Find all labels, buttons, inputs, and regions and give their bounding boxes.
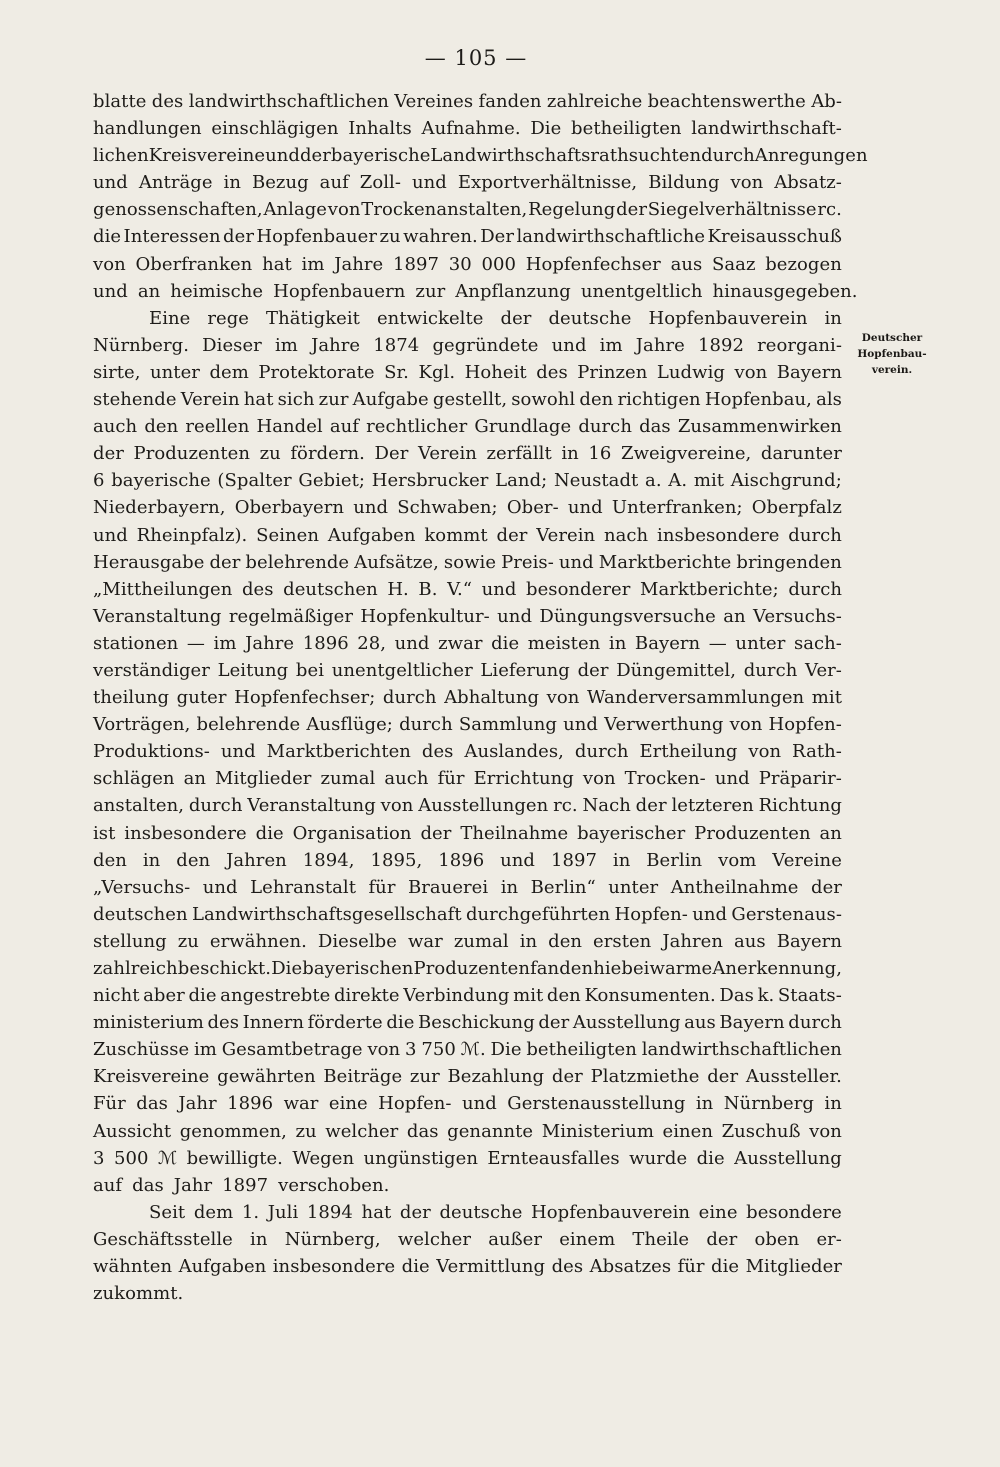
- text-line: Seit dem 1. Juli 1894 hat der deutsche Hopfenbauverein eine besondere: [149, 1201, 842, 1223]
- text-line: wähnten Aufgaben insbesondere die Vermittlung des Absatzes für die Mitglieder: [93, 1256, 842, 1278]
- text-line: von Oberfranken hat im Jahre 1897 30 000 Hopfenfechser aus Saaz bezogen: [93, 253, 842, 275]
- text-line: genossenschaften, Anlage von Trockenanstalten, Regelung der Siegelverhältnisse rc.: [93, 199, 842, 221]
- text-line: auch den reellen Handel auf rechtlicher Grundlage durch das Zusammenwirken: [93, 416, 842, 438]
- text-line: deutschen Landwirthschaftsgesellschaft durchgeführten Hopfen- und Gerstenaus-: [93, 903, 842, 925]
- body-text: [93, 88, 868, 1307]
- text-line: stehende Verein hat sich zur Aufgabe gestellt, sowohl den richtigen Hopfenbau, als: [93, 389, 842, 411]
- text-line: zahlreich beschickt. Die bayerischen Produzenten fanden hiebei warme Anerkennung,: [93, 958, 842, 979]
- text-line: Vorträgen, belehrende Ausflüge; durch Sammlung und Verwerthung von Hopfen-: [93, 714, 842, 736]
- text-line: den in den Jahren 1894, 1895, 1896 und 1897 in Berlin vom Vereine: [93, 849, 842, 871]
- text-line: stationen — im Jahre 1896 28, und zwar die meisten in Bayern — unter sach-: [93, 632, 842, 654]
- margin-note: [850, 330, 934, 378]
- text-line: auf das Jahr 1897 verschoben.: [93, 1174, 390, 1196]
- text-line: Eine rege Thätigkeit entwickelte der deutsche Hopfenbauverein in: [149, 307, 842, 329]
- text-line: handlungen einschlägigen Inhalts Aufnahme. Die betheiligten landwirthschaft-: [93, 118, 842, 140]
- text-line: anstalten, durch Veranstaltung von Ausstellungen rc. Nach der letzteren Richtung: [93, 795, 842, 817]
- text-line: „Versuchs- und Lehranstalt für Brauerei in Berlin“ unter Antheilnahme der: [93, 876, 842, 898]
- text-line: Für das Jahr 1896 war eine Hopfen- und Gerstenausstellung in Nürnberg in: [93, 1093, 842, 1115]
- text-line: Kreisvereine gewährten Beiträge zur Bezahlung der Platzmiethe der Aussteller.: [93, 1066, 842, 1088]
- text-line: Zuschüsse im Gesamtbetrage von 3 750 ℳ. Die betheiligten landwirthschaftlichen: [93, 1039, 842, 1061]
- text-line: theilung guter Hopfenfechser; durch Abhaltung von Wanderversammlungen mit: [93, 687, 842, 709]
- text-line: 6 bayerische (Spalter Gebiet; Hersbrucker Land; Neustadt a. A. mit Aischgrund;: [93, 470, 842, 492]
- text-line: Nürnberg. Dieser im Jahre 1874 gegründete und im Jahre 1892 reorgani-: [93, 334, 842, 356]
- text-line: schlägen an Mitglieder zumal auch für Errichtung von Trocken- und Präparir-: [93, 768, 842, 790]
- text-line: „Mittheilungen des deutschen H. B. V.“ und besonderer Marktberichte; durch: [93, 578, 842, 600]
- text-line: blatte des landwirthschaftlichen Vereines fanden zahlreiche beachtenswerthe Ab-: [93, 91, 842, 112]
- text-line: sirte, unter dem Protektorate Sr. Kgl. Hoheit des Prinzen Ludwig von Bayern: [93, 361, 842, 383]
- text-line: Herausgabe der belehrende Aufsätze, sowie Preis- und Marktberichte bringenden: [93, 551, 842, 573]
- page-number: — 105 —: [424, 46, 528, 70]
- text-line: verständiger Leitung bei unentgeltlicher Lieferung der Düngemittel, durch Ver-: [93, 659, 842, 681]
- text-line: nicht aber die angestrebte direkte Verbindung mit den Konsumenten. Das k. Staats-: [93, 985, 842, 1007]
- text-line: stellung zu erwähnen. Dieselbe war zumal in den ersten Jahren aus Bayern: [93, 930, 842, 952]
- text-line: Aussicht genommen, zu welcher das genannte Ministerium einen Zuschuß von: [93, 1120, 842, 1142]
- text-line: Niederbayern, Oberbayern und Schwaben; Ober- und Unterfranken; Oberpfalz: [93, 497, 842, 519]
- text-line: 3 500 ℳ bewilligte. Wegen ungünstigen Ernteausfalles wurde die Ausstellung: [93, 1147, 842, 1169]
- text-line: und an heimische Hopfenbauern zur Anpflanzung unentgeltlich hinausgegeben.: [93, 280, 858, 302]
- text-line: Veranstaltung regelmäßiger Hopfenkultur- und Düngungsversuche an Versuchs-: [93, 605, 842, 627]
- margin-note-line: Hopfenbau-: [857, 348, 927, 360]
- text-line: zukommt.: [93, 1283, 184, 1305]
- margin-note-line: verein.: [871, 364, 913, 376]
- text-line: und Anträge in Bezug auf Zoll- und Exportverhältnisse, Bildung von Absatz-: [93, 172, 842, 194]
- text-line: lichen Kreisvereine und der bayerische Landwirthschaftsrath suchten durch Anregungen: [93, 145, 868, 167]
- text-line: und Rheinpfalz). Seinen Aufgaben kommt der Verein nach insbesondere durch: [93, 524, 842, 546]
- text-line: Geschäftsstelle in Nürnberg, welcher außer einem Theile der oben er-: [93, 1228, 842, 1250]
- margin-note-line: Deutscher: [861, 332, 923, 344]
- text-line: ist insbesondere die Organisation der Theilnahme bayerischer Produzenten an: [93, 822, 842, 844]
- text-line: der Produzenten zu fördern. Der Verein zerfällt in 16 Zweigvereine, darunter: [93, 443, 842, 465]
- text-line: die Interessen der Hopfenbauer zu wahren. Der landwirthschaftliche Kreisausschuß: [93, 226, 842, 248]
- text-line: Produktions- und Marktberichten des Auslandes, durch Ertheilung von Rath-: [93, 741, 842, 763]
- text-line: ministerium des Innern förderte die Beschickung der Ausstellung aus Bayern durch: [93, 1012, 842, 1034]
